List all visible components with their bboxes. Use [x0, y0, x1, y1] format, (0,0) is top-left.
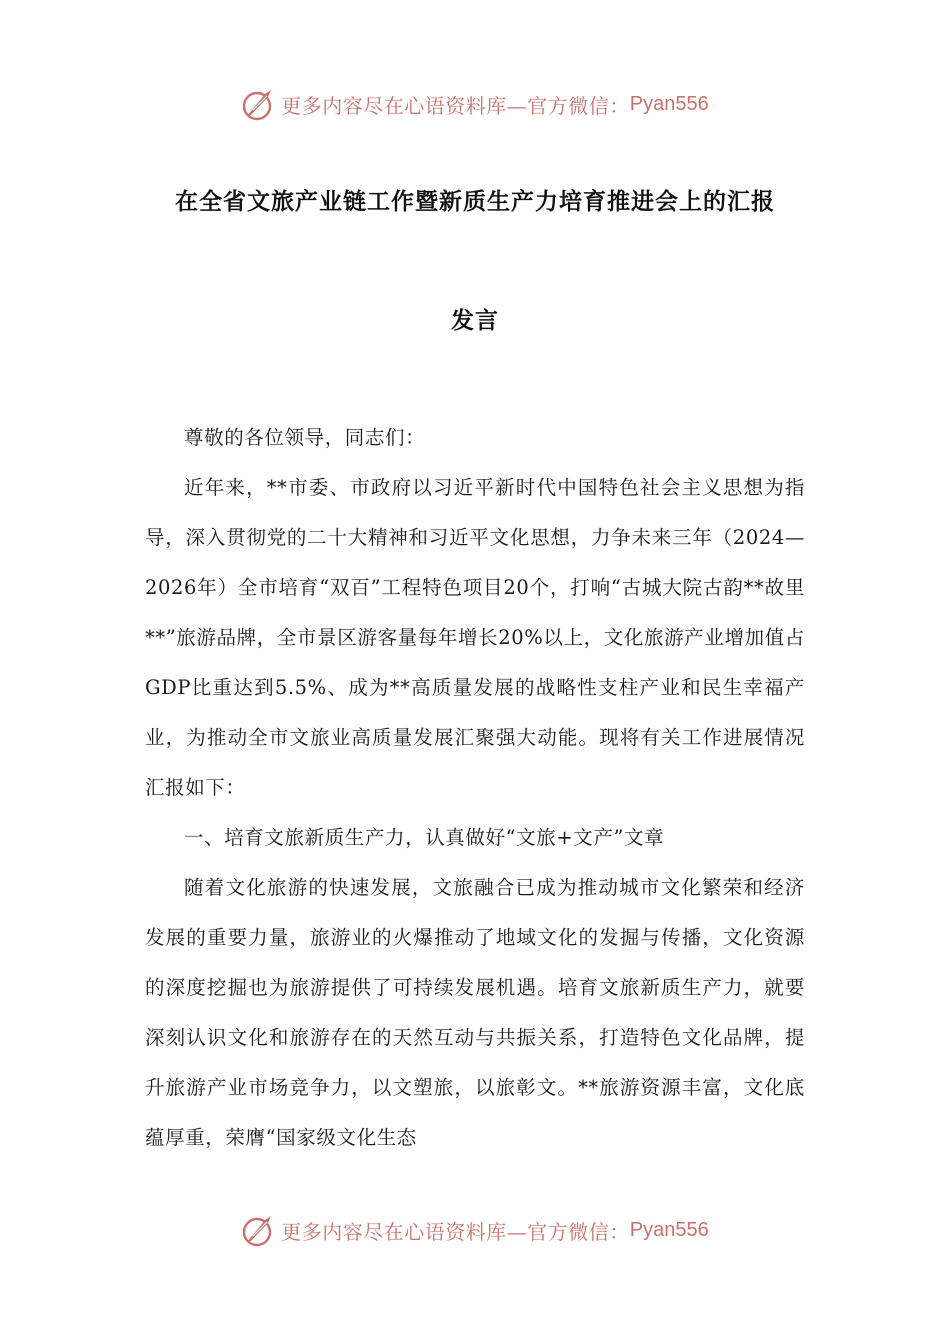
header-banner [0, 82, 950, 126]
document-title-line2: 发言 [451, 308, 499, 334]
document-body [145, 413, 805, 1163]
footer-banner-code: Pyan556 [629, 1218, 709, 1241]
header-banner-text: 更多内容尽在心语资料库—官方微信： [281, 93, 630, 118]
quill-pen-logo-icon [241, 1212, 277, 1248]
section-heading-1: 一、培育文旅新质生产力，认真做好“文旅+文产”文章 [184, 826, 665, 849]
footer-banner [0, 1208, 950, 1252]
header-banner-code: Pyan556 [629, 92, 709, 115]
intro-paragraph: 近年来，**市委、市政府以习近平新时代中国特色社会主义思想为指导，深入贯彻党的二十大精神和习近平文化思想，力争未来三年（2024—2026年）全市培育“双百”工程特色项目20个，打响“古城大院古韵**故里**”旅游品牌，全市景区游客量每年增长20%以上，文化旅游产业增加值占GDP比重达到5.5%、成为**高质量发展的战略性支柱产业和民生幸福产业，为推动全市文旅业高质量发展汇聚强大动能。现将有关工作进展情况汇报如下： [145, 476, 805, 799]
document-title-line1: 在全省文旅产业链工作暨新质生产力培育推进会上的汇报 [175, 189, 775, 215]
footer-banner-text: 更多内容尽在心语资料库—官方微信： [281, 1219, 630, 1244]
salutation-paragraph: 尊敬的各位领导，同志们： [184, 426, 426, 449]
quill-pen-logo-icon [241, 86, 277, 122]
section-1-paragraph: 随着文化旅游的快速发展，文旅融合已成为推动城市文化繁荣和经济发展的重要力量，旅游业的火爆推动了地域文化的发掘与传播，文化资源的深度挖掘也为旅游提供了可持续发展机遇。培育文旅新质生产力，就要深刻认识文化和旅游存在的天然互动与共振关系，打造特色文化品牌，提升旅游产业市场竞争力，以文塑旅，以旅彰文。**旅游资源丰富，文化底蕴厚重，荣膺“国家级文化生态 [145, 876, 805, 1149]
